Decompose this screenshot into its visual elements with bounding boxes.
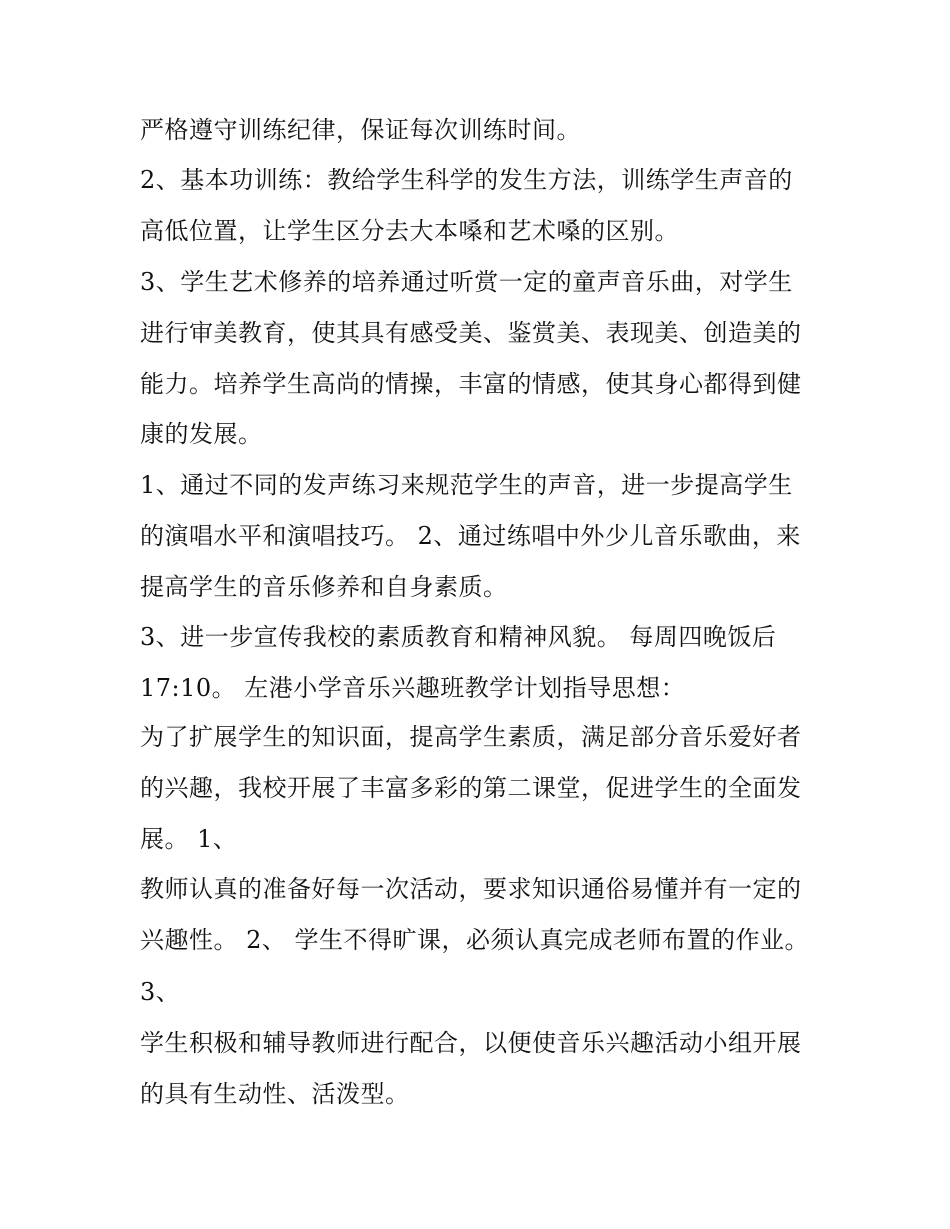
- text-line: 能力。培养学生高尚的情操，丰富的情感，使其身心都得到健: [140, 370, 802, 398]
- text-line: 3、学生艺术修养的培养通过听赏一定的童声音乐曲，对学生: [140, 268, 793, 296]
- text-line: 为了扩展学生的知识面，提高学生素质，满足部分音乐爱好者: [140, 723, 802, 751]
- text-line: 17:10。 左港小学音乐兴趣班教学计划指导思想：: [140, 674, 686, 702]
- text-line: 的兴趣，我校开展了丰富多彩的第二课堂，促进学生的全面发: [140, 774, 802, 802]
- text-line: 高低位置，让学生区分去大本嗓和艺术嗓的区别。: [140, 217, 679, 245]
- text-line: 1、通过不同的发声练习来规范学生的声音，进一步提高学生: [140, 471, 793, 499]
- text-line: 3、进一步宣传我校的素质教育和精神风貌。 每周四晚饭后: [140, 623, 777, 651]
- text-line: 提高学生的音乐修养和自身素质。: [140, 573, 508, 601]
- text-line: 康的发展。: [140, 420, 263, 448]
- text-line: 严格遵守训练纪律，保证每次训练时间。: [140, 116, 581, 144]
- text-line: 3、: [140, 978, 181, 1006]
- text-line: 的演唱水平和演唱技巧。 2、通过练唱中外少儿音乐歌曲，来: [140, 522, 801, 550]
- text-line: 进行审美教育，使其具有感受美、鉴赏美、表现美、创造美的: [140, 319, 802, 347]
- text-line: 展。 1、: [140, 825, 238, 853]
- text-line: 教师认真的准备好每一次活动，要求知识通俗易懂并有一定的: [140, 875, 802, 903]
- text-line: 兴趣性。 2、 学生不得旷课，必须认真完成老师布置的作业。: [140, 926, 810, 954]
- text-line: 的具有生动性、活泼型。: [140, 1080, 410, 1108]
- text-line: 2、基本功训练：教给学生科学的发生方法，训练学生声音的: [140, 166, 793, 194]
- text-line: 学生积极和辅导教师进行配合，以便使音乐兴趣活动小组开展: [140, 1029, 802, 1057]
